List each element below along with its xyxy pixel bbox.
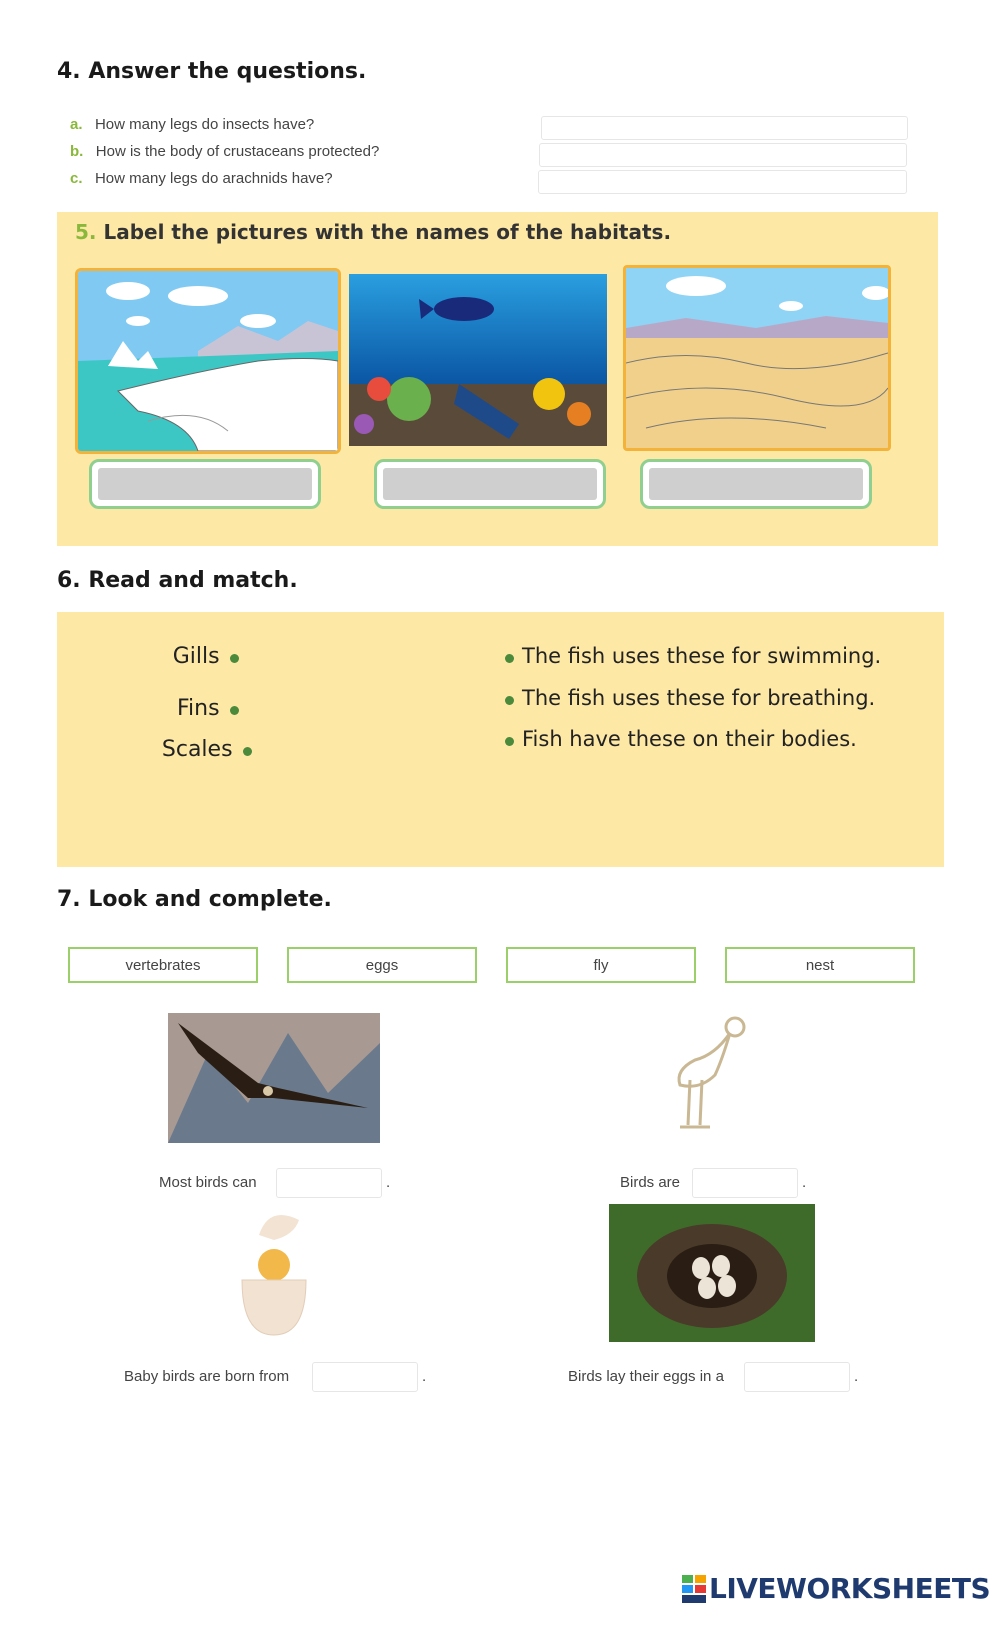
desert-habitat-picture [623, 265, 891, 451]
liveworksheets-logo [682, 1572, 990, 1605]
logo-grid-icon [682, 1575, 706, 1603]
answer-input-a[interactable] [541, 116, 908, 140]
sentence-4-suffix: . [854, 1368, 859, 1385]
word-box-nest[interactable]: nest [725, 947, 915, 983]
chick-egg-picture [234, 1205, 314, 1337]
section-5-title [75, 220, 671, 244]
nest-icon [609, 1204, 815, 1342]
match-dot[interactable] [230, 654, 239, 663]
section-5-title-text: Label the pictures with the names of the habitats. [103, 220, 672, 244]
section-5-panel [57, 212, 938, 546]
blank-input-3[interactable] [312, 1362, 418, 1392]
match-sentence: The fish uses these for breathing. [522, 686, 876, 710]
sentence-2-prefix: Birds are [620, 1174, 681, 1191]
eagle-icon [168, 1013, 380, 1143]
polar-habitat-picture [75, 268, 341, 454]
sentence-1-prefix: Most birds can [159, 1174, 257, 1191]
blank-input-1[interactable] [276, 1168, 382, 1198]
blank-input-4[interactable] [744, 1362, 850, 1392]
question-a [70, 116, 314, 134]
question-c [70, 170, 333, 188]
word-box-fly[interactable]: fly [506, 947, 696, 983]
match-word: Scales [161, 737, 233, 762]
match-dot[interactable] [243, 747, 252, 756]
question-text: How many legs do arachnids have? [94, 170, 333, 187]
match-dot[interactable] [505, 696, 514, 705]
answer-input-c[interactable] [538, 170, 907, 194]
section-6-title: 6. Read and match. [57, 568, 298, 593]
match-sentence: The fish uses these for swimming. [522, 644, 882, 668]
section-4-title: 4. Answer the questions. [57, 59, 367, 84]
habitat-label-input-2[interactable] [374, 459, 606, 509]
habitat-label-input-1[interactable] [89, 459, 321, 509]
skeleton-icon [660, 1015, 760, 1141]
section-6-panel [57, 612, 944, 867]
sentence-4-prefix: Birds lay their eggs in a [568, 1368, 724, 1385]
match-sentence: Fish have these on their bodies. [522, 727, 857, 751]
match-right-2[interactable] [505, 686, 875, 710]
match-left-fins[interactable] [177, 696, 239, 721]
word-box-vertebrates[interactable]: vertebrates [68, 947, 258, 983]
question-b [70, 143, 379, 161]
match-left-gills[interactable] [173, 644, 239, 669]
ocean-habitat-picture [349, 274, 607, 446]
desert-scene-icon [626, 268, 888, 448]
section-7-title: 7. Look and complete. [57, 887, 332, 912]
match-left-scales[interactable] [162, 737, 252, 762]
chick-egg-icon [234, 1205, 314, 1337]
question-text: How is the body of crustaceans protected? [95, 143, 380, 160]
sentence-2-suffix: . [802, 1174, 807, 1191]
match-dot[interactable] [505, 737, 514, 746]
question-text: How many legs do insects have? [94, 116, 315, 133]
logo-text: LIVEWORKSHEETS [709, 1572, 991, 1605]
word-box-eggs[interactable]: eggs [287, 947, 477, 983]
nest-picture [609, 1204, 815, 1342]
match-dot[interactable] [230, 706, 239, 715]
match-word: Fins [176, 696, 220, 721]
match-word: Gills [172, 644, 220, 669]
match-right-3[interactable] [505, 727, 857, 751]
answer-input-b[interactable] [539, 143, 907, 167]
blank-input-2[interactable] [692, 1168, 798, 1198]
question-letter: c. [70, 170, 83, 187]
sentence-3-prefix: Baby birds are born from [124, 1368, 290, 1385]
question-letter: a. [70, 116, 83, 133]
match-dot[interactable] [505, 654, 514, 663]
match-right-1[interactable] [505, 644, 881, 668]
habitat-label-input-3[interactable] [640, 459, 872, 509]
ocean-scene-icon [349, 274, 607, 446]
question-letter: b. [70, 143, 84, 160]
sentence-3-suffix: . [422, 1368, 427, 1385]
polar-scene-icon [78, 271, 338, 451]
sentence-1-suffix: . [386, 1174, 391, 1191]
eagle-picture [168, 1013, 380, 1143]
bird-skeleton-picture [660, 1015, 760, 1141]
section-5-number: 5. [75, 220, 97, 244]
